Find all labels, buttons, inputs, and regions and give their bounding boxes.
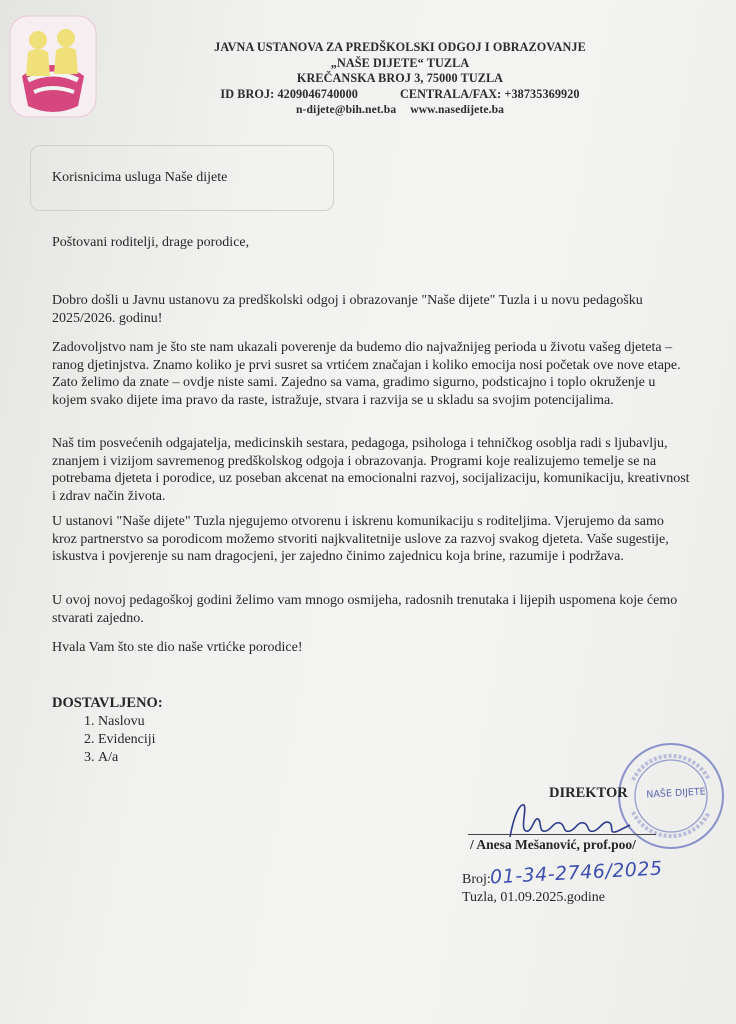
paragraph-team: Naš tim posvećenih odgajatelja, medicinskih sestara, pedagoga, psihologa i tehničkog osoblja radi s ljubavlju, znanjem i vizijom savremenog predškolskog odgoja i obrazovanja. Programi koje realizujemo temelje se na potrebama djeteta i porodice, uz poseban akcenat na emocionalni razvoj, socijalizaciju, komunikaciju, kreativnost i zdrav način života. [52,436,690,504]
signature-line [468,834,656,835]
institution-name: JAVNA USTANOVA ZA PREDŠKOLSKI ODGOJ I OBRAZOVANJE [214,40,586,54]
director-title: DIREKTOR [549,785,628,801]
id-number: ID BROJ: 4209046740000 [220,86,358,101]
reference-number-handwritten: 01-34-2746/2025 [489,857,664,889]
recipient-line: Korisnicima usluga Naše dijete [52,170,228,185]
website: www.nasedijete.ba [410,103,505,117]
list-item: 1. Naslovu [98,713,156,731]
email-address: n-dijete@bih.net.ba [295,103,397,117]
phone-fax: CENTRALA/FAX: +38735369920 [400,86,580,101]
distribution-title: DOSTAVLJENO: [52,695,163,711]
reference-number-label: Broj: [462,872,491,887]
institution-address: KREČANSKA BROJ 3, 75000 TUZLA [296,71,504,86]
closing-thanks: Hvala Vam što ste dio naše vrtićke porodice! [52,640,303,655]
institution-header [150,40,650,118]
place-and-date: Tuzla, 01.09.2025.godine [462,890,605,905]
signer-name: / Anesa Mešanović, prof.poo/ [470,837,636,852]
kindergarten-logo-icon [8,14,98,119]
distribution-list [52,713,156,767]
paragraph-wishes: U ovoj novoj pedagoškoj godini želimo vam mnogo osmijeha, radosnih trenutaka i lijepih uspomena koje ćemo stvarati zajedno. [52,593,678,626]
salutation: Poštovani roditelji, drage porodice, [52,235,250,250]
paragraph-welcome: Dobro došli u Javnu ustanovu za predškolski odgoj i obrazovanje "Naše dijete" Tuzla i u novu pedagošku 2025/2026. godinu! [52,293,643,326]
institution-short-name: „NAŠE DIJETE“ TUZLA [330,55,470,70]
list-item: 2. Evidenciji [98,731,156,749]
stamp-text: NAŠE DIJETE [646,786,706,801]
list-item: 3. A/a [98,749,156,767]
paragraph-communication: U ustanovi "Naše dijete" Tuzla njegujemo otvorenu i iskrenu komunikaciju s roditeljima. Vjerujemo da samo kroz partnerstvo sa porodicom možemo stvoriti najkvalitetnije uslove za razvoj svakog djeteta. Vaše sugestije, iskustva i povjerenje su nam dragocjeni, jer zajedno činimo zajednicu koja brine, razumije i podržava. [52,514,669,565]
paragraph-trust: Zadovoljstvo nam je što ste nam ukazali poverenje da budemo dio najvažnijeg perioda u životu vašeg djeteta – ranog djetinjstva. Znamo koliko je prvi susret sa vrtićem značajan i koliko emocija nosi početak ove nove etape. Zato želimo da znate – ovdje niste sami. Zajedno sa vama, gradimo sigurno, podsticajno i toplo okruženje u kojem svako dijete ima pravo da raste, istražuje, stvara i razvija se u skladu sa svojim potencijalima. [52,340,681,408]
